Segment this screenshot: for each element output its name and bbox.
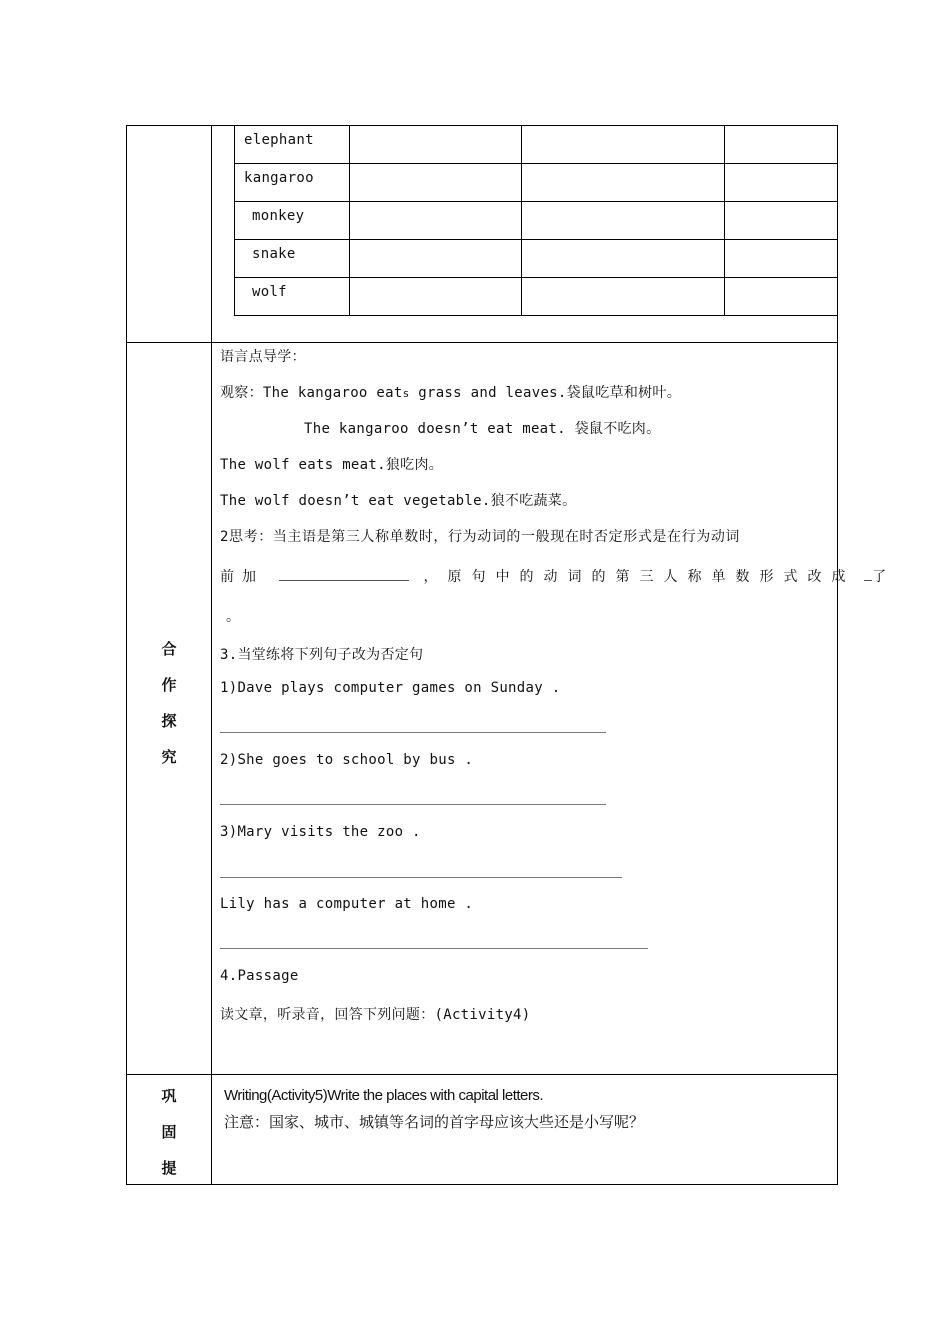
table-bottom-border: [126, 1184, 838, 1185]
answer-line-3[interactable]: [220, 877, 622, 878]
animal-name: kangaroo: [244, 170, 314, 186]
label-char: 探: [161, 712, 177, 730]
empty-cell: [522, 278, 725, 316]
animal-name: elephant: [244, 132, 314, 148]
empty-cell: [522, 126, 725, 164]
observe-line-4: The wolf doesn’t eat vegetable.狼不吃蔬菜。: [220, 493, 577, 509]
row-divider-2: [126, 1074, 838, 1075]
table-row: [235, 202, 838, 240]
section-heading: 语言点导学：: [220, 349, 306, 365]
animal-table: [234, 125, 838, 316]
observe-line-1: [220, 382, 681, 402]
think-text: 了: [872, 569, 887, 585]
empty-cell: [725, 164, 838, 202]
observe-line-3: The wolf eats meat.狼吃肉。: [220, 457, 444, 473]
section-label-cooperation: [127, 631, 211, 775]
row-divider-1: [126, 342, 838, 343]
empty-cell: [350, 240, 522, 278]
question-3: 3)Mary visits the zoo .: [220, 824, 421, 840]
practice-title: 3.当堂练将下列句子改为否定句: [220, 647, 424, 663]
label-char: 固: [161, 1123, 177, 1141]
fill-blank[interactable]: [864, 580, 872, 581]
empty-cell: [725, 126, 838, 164]
sentence-part: grass and leaves.袋鼠吃草和树叶。: [409, 385, 682, 401]
observe-line-2: The kangaroo doesn’t eat meat. 袋鼠不吃肉。: [304, 421, 661, 437]
passage-title: 4.Passage: [220, 968, 299, 984]
fill-blank[interactable]: [279, 580, 409, 581]
table-row: [235, 164, 838, 202]
writing-instruction: Writing(Activity5)Write the places with capital letters.: [224, 1087, 544, 1104]
table-row: [235, 240, 838, 278]
animal-name: monkey: [252, 208, 305, 224]
think-text: 前加: [220, 569, 264, 585]
animal-name-cell: [235, 278, 350, 316]
section-label-consolidation: [127, 1078, 211, 1186]
empty-cell: [350, 278, 522, 316]
question-2: 2)She goes to school by bus .: [220, 752, 474, 768]
label-char: 巩: [161, 1087, 177, 1105]
empty-cell: [350, 126, 522, 164]
label-char: 究: [161, 748, 177, 766]
empty-cell: [522, 240, 725, 278]
observe-label: 观察：: [220, 385, 263, 401]
animal-name: wolf: [252, 284, 287, 300]
empty-cell: [725, 202, 838, 240]
answer-line-1[interactable]: [220, 732, 606, 733]
think-text: ，原句中的动词的第三人称单数形式改成: [423, 569, 856, 585]
label-char: 合: [161, 640, 177, 658]
label-char: 作: [161, 676, 177, 694]
question-1: 1)Dave plays computer games on Sunday .: [220, 680, 561, 696]
animal-name-cell: [235, 164, 350, 202]
empty-cell: [350, 164, 522, 202]
empty-cell: [350, 202, 522, 240]
empty-cell: [725, 278, 838, 316]
empty-cell: [522, 164, 725, 202]
think-line-2: [220, 566, 887, 586]
label-column-divider: [211, 125, 212, 1185]
empty-cell: [725, 240, 838, 278]
sentence-part: s: [402, 387, 410, 400]
empty-cell: [522, 202, 725, 240]
table-row: [235, 126, 838, 164]
writing-note: 注意：国家、城市、城镇等名词的首字母应该大些还是小写呢？: [224, 1114, 645, 1131]
answer-line-4[interactable]: [220, 948, 648, 949]
table-row: [235, 278, 838, 316]
animal-name: snake: [252, 246, 296, 262]
sentence-part: The kangaroo eat: [262, 385, 403, 401]
animal-name-cell: [235, 126, 350, 164]
question-4: Lily has a computer at home .: [220, 896, 474, 912]
passage-instruction: 读文章，听录音，回答下列问题：(Activity4): [220, 1007, 531, 1023]
answer-line-2[interactable]: [220, 804, 606, 805]
animal-name-cell: [235, 202, 350, 240]
think-line-3: 。: [226, 609, 241, 625]
think-line-1: 2思考：当主语是第三人称单数时，行为动词的一般现在时否定形式是在行为动词: [220, 529, 741, 545]
label-char: 提: [161, 1159, 177, 1177]
animal-name-cell: [235, 240, 350, 278]
